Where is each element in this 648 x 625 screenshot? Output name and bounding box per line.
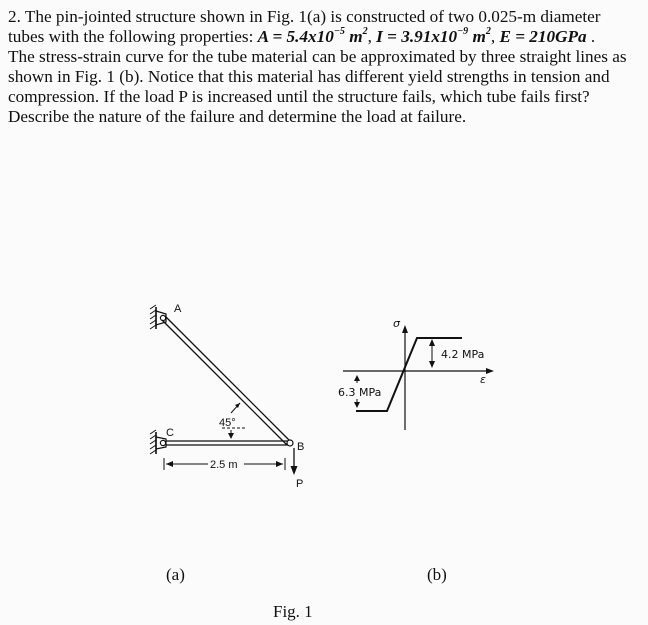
area-unit: m: [344, 27, 363, 46]
label-sigma: σ: [393, 317, 400, 330]
properties-intro: tubes with the following properties:: [8, 27, 258, 46]
area-value: = 5.4x10: [268, 27, 334, 46]
inertia-unit-exponent: 2: [485, 26, 491, 38]
label-p: P: [296, 478, 304, 490]
area-unit-exponent: 2: [362, 26, 368, 38]
area-symbol: A: [257, 27, 269, 46]
problem-line-1: 2. The pin-jointed structure shown in Fig. 1(a) is constructed of two 0.025-m diameter: [8, 7, 601, 26]
joint-b: [287, 440, 293, 446]
label-tension-yield: 4.2 MPa: [441, 348, 485, 361]
label-a: A: [174, 303, 182, 315]
inertia-unit: m: [468, 27, 486, 46]
problem-body: The stress-strain curve for the tube material can be approximated by three straight lines as shown in Fig. 1 (b). Notice that this material has different yield strengths in tension and compression. If the load P is increased until the structure fails, which tube fails first? Describe the nature of the failure and determine the load at failure.: [8, 47, 627, 126]
sentence-end: .: [586, 27, 596, 46]
figure-b-stress-strain: [343, 325, 494, 430]
area-exponent: −5: [333, 26, 345, 38]
wall-support-c: [150, 430, 166, 454]
label-length: 2.5 m: [210, 459, 238, 471]
tube-cb: [166, 441, 290, 445]
strain-axis-arrow: [486, 368, 494, 374]
label-angle: 45°: [219, 417, 236, 429]
caption-b: (b): [427, 565, 447, 584]
label-c: C: [166, 427, 174, 439]
label-epsilon: ε: [480, 373, 486, 386]
figure-caption: Fig. 1: [273, 602, 313, 621]
separator: ,: [367, 27, 377, 46]
label-compression-yield: 6.3 MPa: [338, 386, 382, 399]
modulus-value: = 210: [510, 27, 556, 46]
wall-support-a: [150, 305, 166, 329]
label-b: B: [297, 441, 305, 453]
figure-a-structure: [150, 305, 298, 475]
caption-a: (a): [166, 565, 185, 584]
separator: ,: [490, 27, 500, 46]
inertia-value: = 3.91x10: [382, 27, 458, 46]
modulus-unit: GPa: [555, 27, 587, 46]
tension-yield-indicator: [429, 339, 435, 368]
stress-axis-arrow: [402, 325, 408, 333]
modulus-symbol: E: [499, 27, 511, 46]
inertia-symbol: I: [376, 27, 383, 46]
inertia-exponent: −9: [457, 26, 469, 38]
